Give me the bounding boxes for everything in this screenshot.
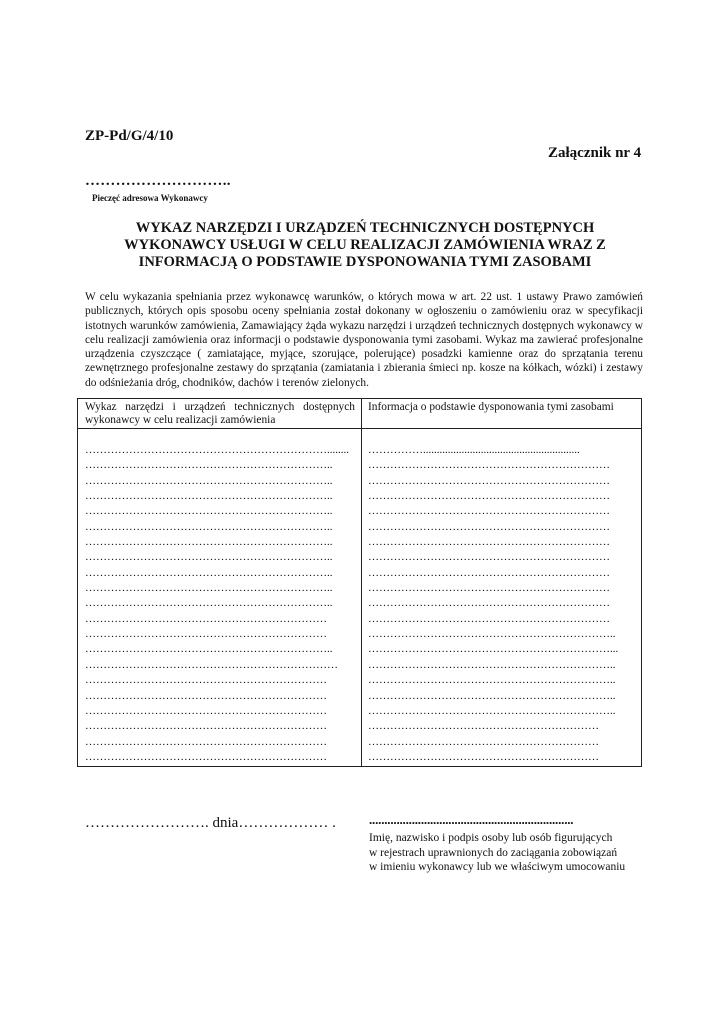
intro-paragraph: W celu wykazania spełniania przez wykonawcę warunków, o których mowa w art. 22 ust. 1 ustawy Prawo zamówień publicznych, których opis sposobu oceny spełniania został dokonany w ogłoszeniu o zamówieniu oraz w specyfikacji istotnych warunków zamówienia, Zamawiający żąda wykazu narzędzi i urządzeń technicznych dostępnych wykonawcy w celu realizacji zamówienia oraz informacji o podstawie dysponowania tymi zasobami. Wykaz ma zawierać profesjonalne urządzenia czyszczące ( zamiatające, myjące, szorujące, polerujące) posadzki kamienne oraz do sprzątania terenu zewnętrznego profesjonalne zestawy do sprzątania (zamiatania i zbierania śmieci np. kosze na kółkach, wózki) i zestawy do odśnieżania dróg, chodników, dachów i terenów zielonych. — [85, 291, 643, 389]
signature-caption-line-2: w rejestrach uprawnionych do zaciągania zobowiązań — [369, 846, 618, 859]
basis-fill-lines[interactable]: ……………......................................................... ………………………………………………………… ………………………………………………………… ………………………………………………………… ………………………………………………………… ………………………………………………………… ………………………………………………………… ………………………………………………………… ………………………………………………………… ………………………………………………………… ………………………………………………………… ………………………………………………………… ………………………………………………………….. …………………………………………………………... ………………………………………………………….. ………………………………………………………….. ………………………………………………………….. ………………………………………………………….. ……………………………………………………… ……………………………………………………… ……………………………………………………… — [368, 444, 619, 763]
document-title — [85, 220, 645, 271]
equipment-fill-lines[interactable]: …………………………………………………………........ ………………………………………………………….. ………………………………………………………….. ………………………………………………………….. ………………………………………………………….. ………………………………………………………….. ………………………………………………………….. ………………………………………………………….. ………………………………………………………….. ………………………………………………………….. ………………………………………………………….. ………………………………………………………… ………………………………………………………… ………………………………………………………….. …………………………………………………………… ………………………………………………………… ………………………………………………………… ………………………………………………………… ………………………………………………………… ………………………………………………………… ………………………………………………………… — [85, 444, 349, 763]
signature-line[interactable]: ................................................................... — [369, 812, 574, 827]
column-header-basis: Informacja o podstawie dysponowania tymi zasobami — [368, 401, 614, 413]
title-line-2: WYKONAWCY USŁUGI W CELU REALIZACJI ZAMÓWIENIA WRAZ Z — [124, 237, 606, 253]
signature-caption-line-3: w imieniu wykonawcy lub we właściwym umocowaniu — [369, 861, 626, 873]
document-reference: ZP-Pd/G/4/10 — [85, 128, 174, 144]
place-date-line[interactable]: ……………………. dnia……………… . — [85, 815, 336, 831]
signature-caption — [369, 831, 625, 875]
stamp-placeholder: ……………………….. — [85, 173, 231, 189]
stamp-label: Pieczęć adresowa Wykonawcy — [92, 193, 208, 203]
equipment-table — [77, 398, 642, 767]
column-header-equipment: Wykaz narzędzi i urządzeń technicznych dostępnych wykonawcy w celu realizacji zamówienia — [85, 401, 355, 426]
header-divider — [78, 428, 641, 429]
column-divider — [361, 399, 362, 766]
title-line-1: WYKAZ NARZĘDZI I URZĄDZEŃ TECHNICZNYCH DOSTĘPNYCH — [135, 220, 595, 236]
annex-label: Załącznik nr 4 — [548, 145, 642, 161]
title-line-3: INFORMACJĄ O PODSTAWIE DYSPONOWANIA TYMI ZASOBAMI — [138, 254, 592, 270]
signature-caption-line-1: Imię, nazwisko i podpis osoby lub osób figurujących — [369, 832, 613, 844]
